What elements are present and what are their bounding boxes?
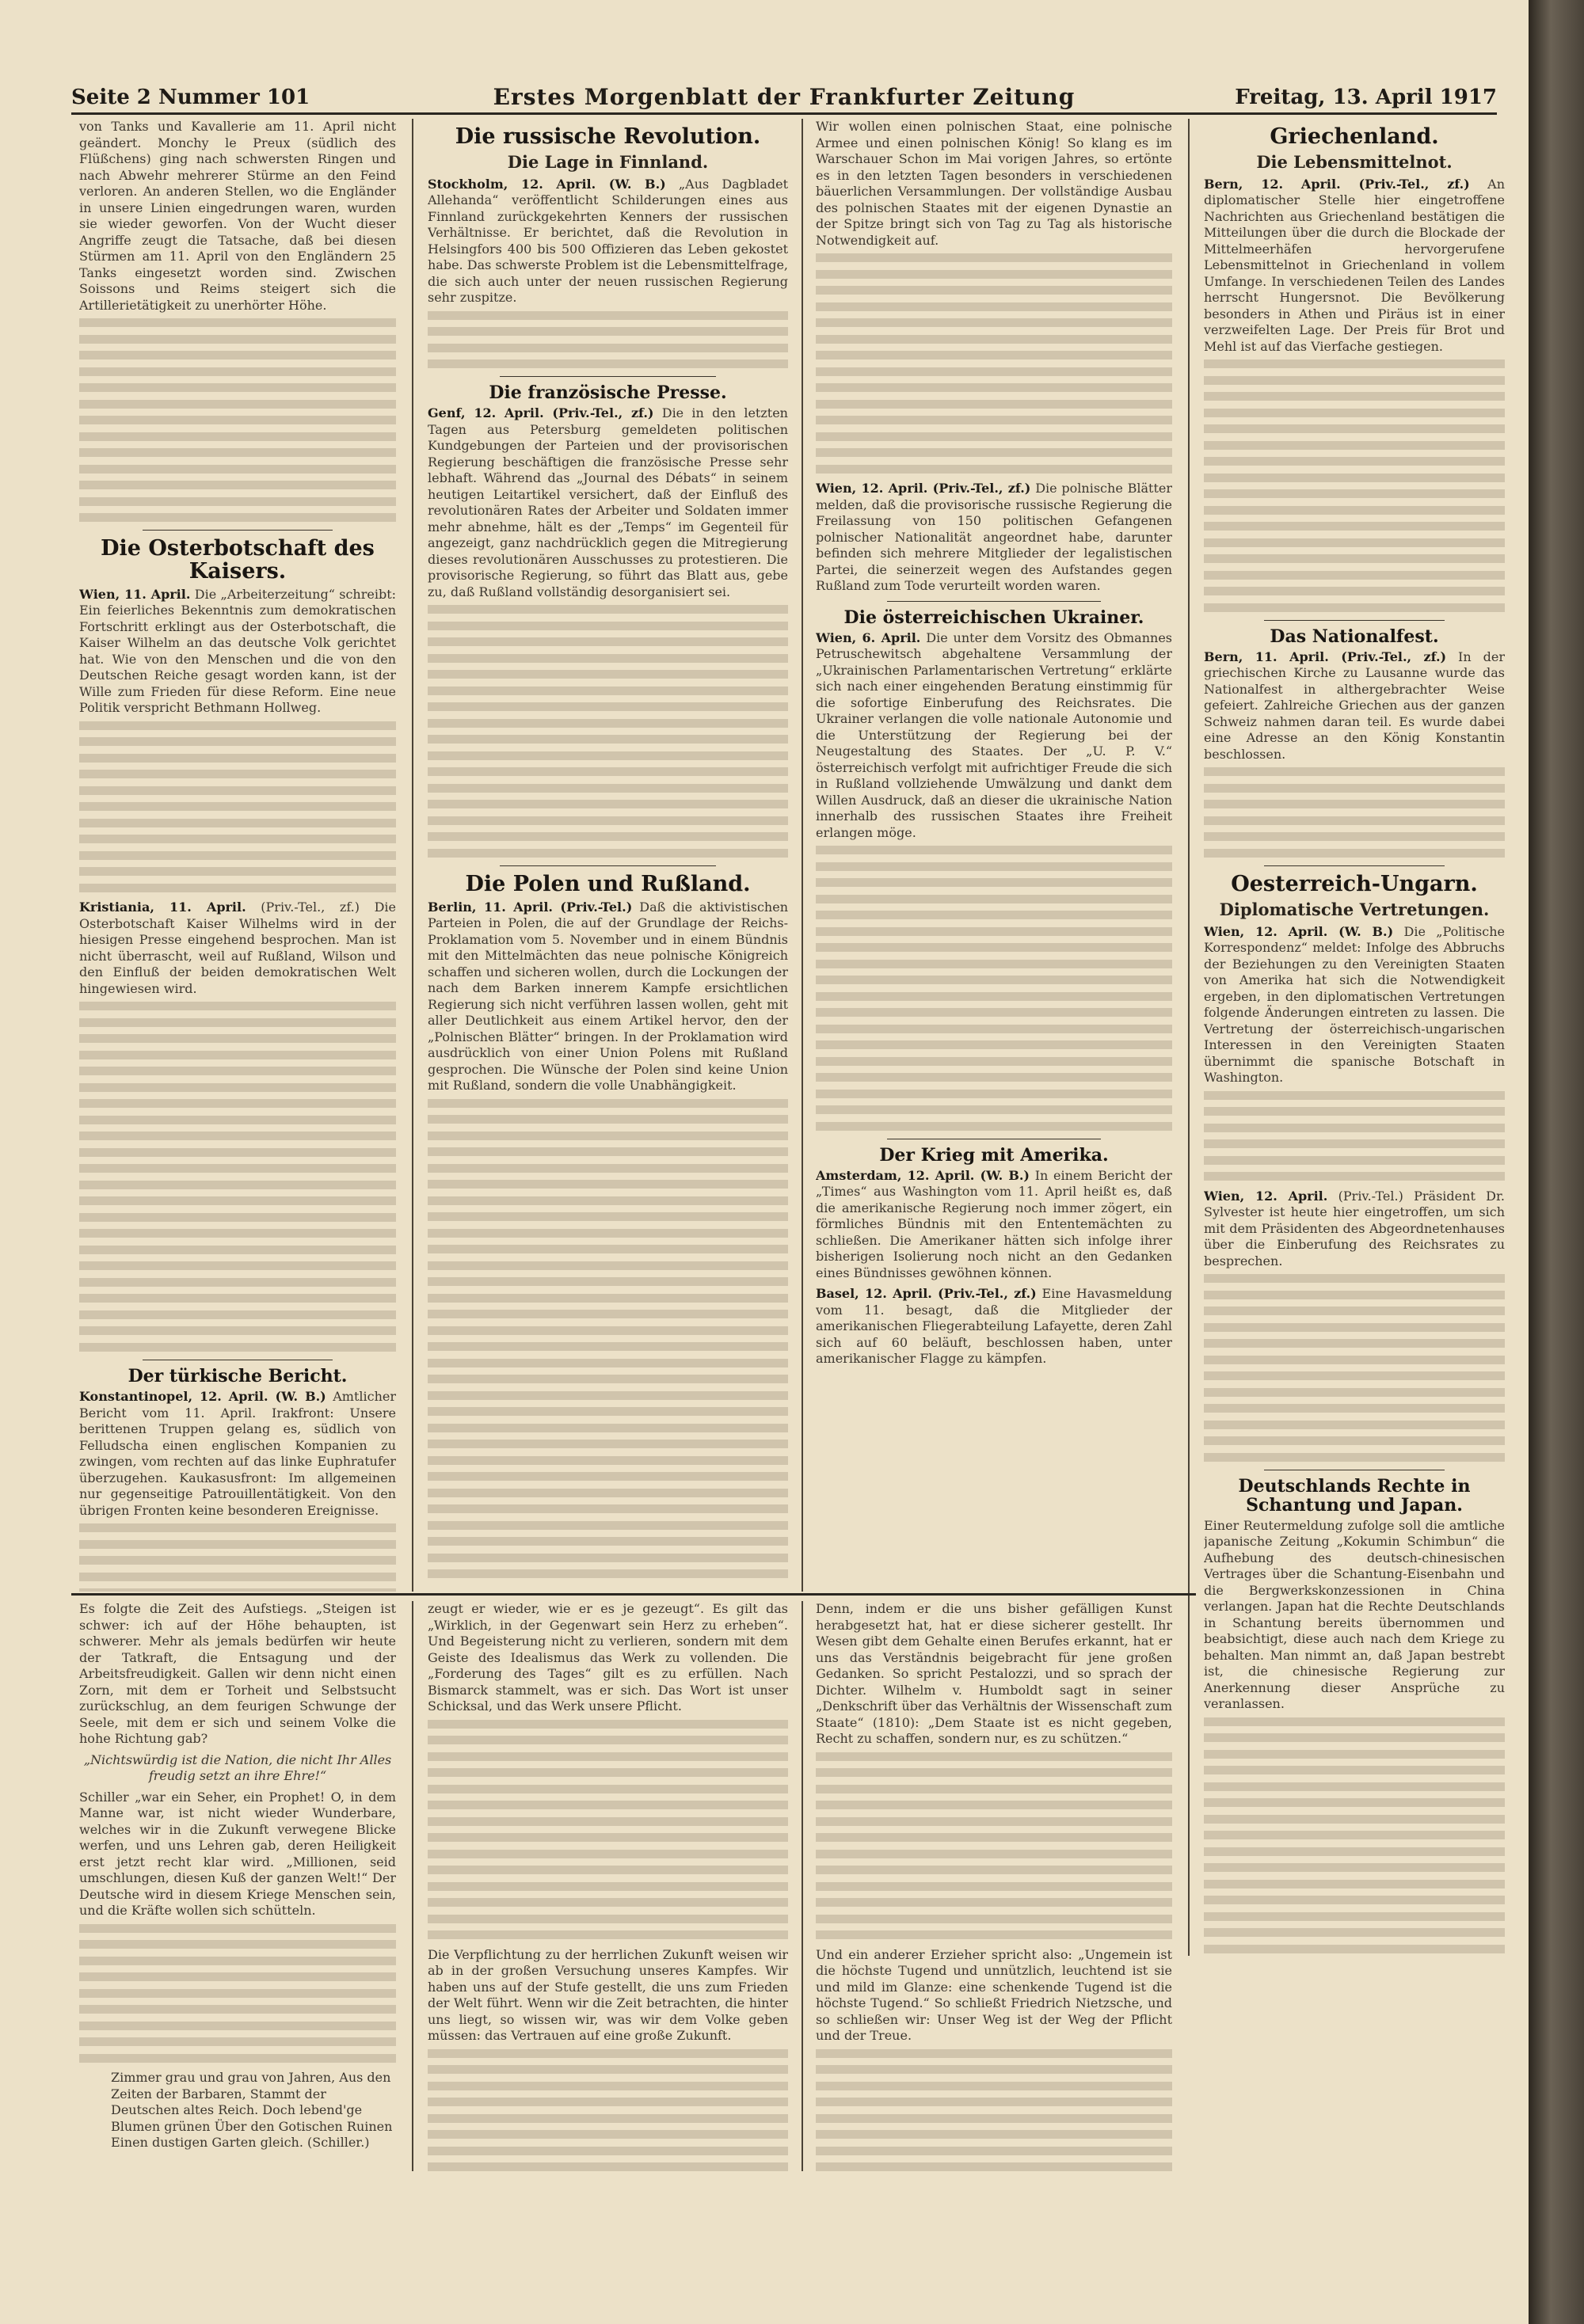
article-title: Deutschlands Rechte in Schantung und Japan. — [1238, 1475, 1471, 1516]
dateline: Berlin, 11. April. (Priv.-Tel.) — [428, 899, 633, 915]
dateline: Wien, 11. April. — [79, 586, 191, 602]
article-text — [1204, 1189, 1505, 1270]
dateline: Wien, 12. April. (Priv.-Tel., zf.) — [816, 481, 1031, 496]
dateline: Wien, 12. April. — [1204, 1188, 1328, 1204]
article-body: Amtlicher Bericht vom 11. April. Irakfront: Unsere berittenen Truppen gelang es, südlich von Felludscha einen englischen Kompanien zu zwingen, vom rechten auf das linke Euphratufer überzugehen. Kaukasusfront: Im allgemeinen nur gegenseitige Patrouillentätigkeit. Von den übrigen Fronten keine besonderen Ereignisse. — [79, 1389, 396, 1518]
article-body: An diplomatischer Stelle hier eingetroffene Nachrichten aus Griechenland bestätigen die Mitteilungen über die durch die Blockade der Mittelmeerhäfen hervorgerufene Lebensmittelnot in Griechenland in vollem Umfange. In verschiedenen Teilen des Landes herrscht Hungersnot. Die Bevölkerung besonders in Athen und Piräus ist in einer verzweifelten Lage. Der Preis für Brot und Mehl ist auf das Vierfache gestiegen. — [1204, 176, 1505, 354]
article-text — [79, 1389, 396, 1519]
feuilleton-text: Es folgte die Zeit des Aufstiegs. „Steigen ist schwer: ich auf der Höhe behaupten, ist schwerer. Mehr als jemals bedürfen wir heute der Tatkraft, die Entsagung und der Arbeitsfreudigkeit. Gallen wir denn nicht einen Zorn, mit dem er Torheit und Selbstsucht zurückschlug, an dem feurigen Schwunge der Seele, mit dem er sich und seinem Volke die hohe Richtung gab? — [79, 1601, 396, 1746]
column-rule — [802, 119, 803, 1592]
text-lines — [1204, 1091, 1505, 1181]
feuilleton-text: Die Verpflichtung zu der herrlichen Zukunft weisen wir ab in der großen Versuchung unseres Kampfes. Wir haben uns auf der Stufe gestellt, die uns zum Frieden der Welt führt. Wenn wir die Zeit betrachten, die hinter uns liegt, so wissen wir, was wir dem Volke geben müssen: das Vertrauen auf eine große Zukunft. — [428, 1946, 788, 2043]
article-oesterreich-ungarn — [1204, 873, 1505, 1462]
column-rule — [412, 1601, 413, 2171]
article-text — [816, 481, 1172, 595]
dateline: Wien, 6. April. — [816, 629, 921, 645]
text-lines — [79, 1002, 396, 1352]
article-subtitle: Die Lebensmittelnot. — [1256, 151, 1453, 172]
feuilleton-column-1 — [79, 1601, 396, 2171]
section-rule — [1264, 620, 1445, 621]
section-rule — [887, 601, 1101, 602]
article-title: Die Polen und Rußland. — [465, 871, 751, 896]
section-rule — [1264, 865, 1445, 866]
dateline: Wien, 12. April. (W. B.) — [1204, 923, 1394, 939]
article-text — [1204, 177, 1505, 356]
dateline: Basel, 12. April. (Priv.-Tel., zf.) — [816, 1286, 1037, 1302]
article-title: Der Krieg mit Amerika. — [879, 1144, 1109, 1166]
article-franzoesische-presse — [428, 383, 788, 858]
article-text: Einer Reutermeldung zufolge soll die amtliche japanische Zeitung „Kokumin Schimbun“ die Aufhebung des deutsch-chinesischen Vertrages über die Schantung-Eisenbahn und die Bergwerkskonzessionen in China verlangen. Japan hat die Rechte Deutschlands in Schantung bereits übernommen und beabsichtigt, diese auch nach dem Kriege zu behalten. Man nimmt an, daß Japan bestrebt ist, die chinesische Regierung zur Anerkennung dieser Ansprüche zu veranlassen. — [1204, 1517, 1505, 1712]
article-title: Die Osterbotschaft des Kaisers. — [101, 535, 375, 584]
article-title: Oesterreich-Ungarn. — [1231, 871, 1478, 896]
book-binding-edge — [1529, 0, 1584, 2324]
feuilleton-poem: Zimmer grau und grau von Jahren, Aus den Zeiten der Barbaren, Stammt der Deutschen altes Reich. Doch lebend'ge Blumen grünen Über den Gotischen Ruinen Einen dustigen Garten gleich. (Schiller.) — [111, 2070, 393, 2150]
article-body: Die unter dem Vorsitz des Obmannes Petruschewitsch abgehaltene Versammlung der „Ukrainischen Parlamentarischen Vertretung“ erklärte sich nach einer eingehenden Beratung einstimmig für die sofortige Einberufung des Reichsrates. Die Ukrainer verlangen die volle nationale Autonomie und die Unterstützung der Regierung bei der Neugestaltung des Staates. Der „U. P. V.“ österreichisch verfolgt mit aufrichtiger Freude die sich in Rußland vollziehende Umwälzung und dankt dem Willen Ausdruck, daß an dieser die ukrainische Nation innerhalb des russischen Staates ihre Freiheit erlangen möge. — [816, 629, 1172, 840]
text-lines — [816, 253, 1172, 474]
article-body: In einem Bericht der „Times“ aus Washington vom 11. April heißt es, daß die amerikanische Regierung noch immer zögert, ein förmliches Bündnis mit den Ententemächten zu schließen. Die Amerikaner hätten sich infolge ihrer bisherigen Isolierung noch nicht an den Gedanken eines Bündnisses gewöhnen können. — [816, 1167, 1172, 1280]
article-text — [428, 900, 788, 1094]
text-lines — [428, 605, 788, 858]
feuilleton-text: Schiller „war ein Seher, ein Prophet! O, in dem Manne war, ist nicht wieder Wunderbare, welches wir in die Zukunft verwegene Blicke werfen, und uns Lehren gab, deren Heiligkeit erst jetzt recht klar wird. „Millionen, seid umschlungen, diesen Kuß der ganzen Welt!“ Der Deutsche wird in diesem Kriege Menschen sein, und die Kräfte wollen sich schütteln. — [79, 1789, 396, 1918]
column-rule — [1188, 119, 1190, 1956]
article-body: „Aus Dagbladet Allehanda“ veröffentlicht Schilderungen eines aus Finnland zurückgekehrten Kenners der russischen Verhältnisse. Er berichtet, daß die Revolution in Helsingfors 400 bis 500 Offizieren das Leben gekostet habe. Das schwerste Problem ist die Lebensmittelfrage, die sich auch unter der neuen russischen Regierung sehr zuspitze. — [428, 176, 788, 306]
dateline: Amsterdam, 12. April. (W. B.) — [816, 1167, 1030, 1183]
article-body: Die in den letzten Tagen aus Petersburg gemeldeten politischen Kundgebungen der Parteien und der provisorischen Regierung beschäftigen die französische Presse sehr lebhaft. Während das „Journal des Débats“ in seinem heutigen Leitartikel versichert, daß der Einfluß des revolutionären Rates der Arbeiter und Soldaten immer mehr abnehme, hält es der „Temps“ im Gegenteil für angezeigt, ganz nachdrücklich gegen die Mitregierung dieses revolutionären Ausschusses zu protestieren. Die provisorische Regierung, so führt das Blatt aus, gebe zu, daß Rußland vollständig desorganisiert sei. — [428, 405, 788, 599]
article-text — [1204, 924, 1505, 1086]
article-body: Die „Politische Korrespondenz“ meldet: Infolge des Abbruchs der Beziehungen zu den Vereinigten Staaten von Amerika hat sich die Notwendigkeit ergeben, in den diplomatischen Vertretungen folgende Änderungen eintreten zu lassen. Die Vertretung der österreichisch-ungarischen Interessen in den Vereinigten Staaten übernimmt die spanische Botschaft in Washington. — [1204, 923, 1505, 1086]
section-rule — [500, 865, 716, 866]
article-subtitle: Die Lage in Finnland. — [507, 151, 709, 172]
text-lines — [1204, 767, 1505, 858]
article-title: Die russische Revolution. — [455, 124, 761, 149]
article-ukrainer — [816, 608, 1172, 1131]
article-text — [816, 1286, 1172, 1367]
article-title: Der türkische Bericht. — [128, 1365, 348, 1386]
feuilleton-quote: „Nichtswürdig ist die Nation, die nicht Ihr Alles freudig setzt an ihre Ehre!“ — [83, 1752, 392, 1783]
article-text — [428, 405, 788, 600]
issue-date: Freitag, 13. April 1917 — [1235, 86, 1497, 109]
article-body: (Priv.-Tel.) Präsident Dr. Sylvester ist heute hier eingetroffen, um sich mit dem Präsidenten des Abgeordnetenhauses über die Einberufung des Reichsrates zu besprechen. — [1204, 1188, 1505, 1269]
text-lines — [428, 1099, 788, 1579]
feuilleton-rule — [71, 1593, 1196, 1596]
section-rule — [143, 530, 333, 531]
article-body: Eine Havasmeldung vom 11. besagt, daß die Mitglieder der amerikanischen Fliegerabteilung Lafayette, deren Zahl sich auf 60 beläuft, beschlossen haben, unter amerikanischer Flagge zu kämpfen. — [816, 1286, 1172, 1367]
column-1 — [79, 119, 396, 1592]
text-lines — [1204, 359, 1505, 612]
text-lines — [79, 1924, 396, 2063]
masthead: Erstes Morgenblatt der Frankfurter Zeitung — [493, 84, 1076, 110]
column-rule — [412, 119, 413, 1592]
dateline: Konstantinopel, 12. April. (W. B.) — [79, 1389, 326, 1405]
column-2 — [428, 119, 788, 1592]
article-text — [1204, 649, 1505, 763]
feuilleton-column-3 — [816, 1601, 1172, 2171]
dateline: Stockholm, 12. April. (W. B.) — [428, 176, 666, 192]
article-schantung-japan — [1204, 1477, 1505, 1956]
text-lines — [816, 1752, 1172, 1940]
article-text — [816, 630, 1172, 842]
article-text — [79, 900, 396, 997]
column-3 — [816, 119, 1172, 1592]
feuilleton-text: Und ein anderer Erzieher spricht also: „Ungemein ist die höchste Tugend und unnützlich, leuchtend ist sie und mild im Glanze: eine schenkende Tugend ist die höchste Tugend.“ So schließt Friedrich Nietzsche, und so schließen wir: Unser Weg ist der Weg der Pflicht und der Treue. — [816, 1946, 1172, 2043]
column-4 — [1204, 119, 1505, 1956]
article-body: Die polnische Blätter melden, daß die provisorische russische Regierung die Freilassung von 150 politischen Gefangenen polnischer Nationalität angeordnet habe, darunter befinden sich mehrere Mitglieder der legalistischen Partei, die seinerzeit wegen des Aufstandes gegen Rußland zum Tode verurteilt worden waren. — [816, 481, 1172, 593]
text-lines — [79, 721, 396, 892]
feuilleton-text: Denn, indem er die uns bisher gefälligen Kunst herabgesetzt hat, hat er diese sicherer gestellt. Ihr Wesen gibt dem Gehalte einen Berufes erkannt, hat er uns das Verständnis beigebracht für jene großen Gedanken. So spricht Pestalozzi, und so sprach der Dichter. Wilhelm v. Humboldt sagt in seiner „Denkschrift über das Verhältnis der Wissenschaft zum Staate“ (1810): „Dem Staate ist es nicht gegeben, Recht zu schaffen, sondern nur, es zu schützen.“ — [816, 1601, 1172, 1746]
article-subtitle: Diplomatische Vertretungen. — [1219, 899, 1490, 919]
text-lines — [816, 846, 1172, 1131]
article-russische-revolution — [428, 125, 788, 368]
article-griechenland — [1204, 125, 1505, 612]
article-title: Die österreichischen Ukrainer. — [843, 607, 1144, 628]
dateline: Bern, 12. April. (Priv.-Tel., zf.) — [1204, 176, 1470, 192]
text-lines — [79, 318, 396, 522]
column-rule — [802, 1601, 803, 2171]
page-header — [71, 82, 1497, 111]
article-osterbotschaft — [79, 537, 396, 1352]
article-text: von Tanks und Kavallerie am 11. April nicht geändert. Monchy le Preux (südlich des Flüßchens) ging nach schwersten Ringen und nach Abwehr mehrerer Stürme an den Feind verloren. An anderen Stellen, wo die Engländer in unsere Linien eingedrungen waren, wurden sie wieder geworfen. Von der Wucht dieser Angriffe zeugt die Tatsache, daß bei diesen Stürmen am 11. April von den Engländern 25 Tanks eingesetzt worden sind. Zwischen Soissons und Reims steigert sich die Artillerietätigkeit zu unerhörter Höhe. — [79, 119, 396, 313]
article-title: Das Nationalfest. — [1270, 626, 1439, 647]
article-polen-russland — [428, 873, 788, 1578]
feuilleton-column-2 — [428, 1601, 788, 2171]
article-body: In der griechischen Kirche zu Lausanne wurde das Nationalfest in althergebrachter Weise gefeiert. Zahlreiche Griechen aus der ganzen Schweiz nahmen daran teil. Es wurde dabei eine Adresse an den König Konstantin beschlossen. — [1204, 649, 1505, 762]
dateline: Kristiania, 11. April. — [79, 900, 246, 915]
article-tuerkischer-bericht — [79, 1367, 396, 1592]
feuilleton-text: zeugt er wieder, wie er es je gezeugt“. Es gilt das „Wirklich, in der Gegenwart sein Herz zu erheben“. Und Begeisterung nicht zu verlieren, sondern mit dem Geiste des Idealismus das Werk zu vollenden. Die „Forderung des Tages“ gilt es zu erfüllen. Nach Bismarck stammelt, was er sich. Das Wort ist unser Schicksal, und das Werk unsere Pflicht. — [428, 1601, 788, 1714]
article-title: Griechenland. — [1270, 124, 1439, 149]
text-lines — [428, 1720, 788, 1940]
article-title: Die französische Presse. — [489, 382, 727, 404]
article-text — [816, 1168, 1172, 1282]
section-rule — [500, 376, 716, 377]
text-lines — [1204, 1274, 1505, 1462]
article-text: Wir wollen einen polnischen Staat, eine polnische Armee und einen polnischen König! So klang es im Warschauer Schon im Mai vorigen Jahres, so ertönte es in den letzten Tagen besonders in verschiedenen bäuerlichen Versammlungen. Der vollständige Ausbau des polnischen Staates mit der eigenen Dynastie an der Spitze bringt sich von Tag zu Tag als historische Notwendigkeit auf. — [816, 119, 1172, 248]
article-body: Die „Arbeiterzeitung“ schreibt: Ein feierliches Bekenntnis zum demokratischen Fortschritt erklingt aus der Osterbotschaft, die Kaiser Wilhelm an das deutsche Volk gerichtet hat. Wie von den Menschen und die von den Deutschen Reiche gesagt worden kann, ist der Wille zum Frieden für diese Reform. Eine neue Politik verspricht Bethmann Hollweg. — [79, 586, 396, 716]
article-body: (Priv.-Tel., zf.) Die Osterbotschaft Kaiser Wilhelms wird in der hiesigen Presse eingehend besprochen. Man ist nicht überrascht, weil auf Rußland, Wilson und den Einfluß der beiden demokratischen Welt hingewiesen wird. — [79, 900, 396, 996]
dateline: Bern, 11. April. (Priv.-Tel., zf.) — [1204, 649, 1447, 664]
article-krieg-amerika — [816, 1146, 1172, 1367]
text-lines — [816, 2049, 1172, 2172]
text-lines — [428, 311, 788, 369]
text-lines — [428, 2049, 788, 2172]
page-number: Seite 2 Nummer 101 — [71, 86, 310, 109]
article-text — [428, 177, 788, 306]
text-lines — [1204, 1717, 1505, 1956]
article-nationalfest — [1204, 627, 1505, 858]
article-text — [79, 587, 396, 717]
dateline: Genf, 12. April. (Priv.-Tel., zf.) — [428, 405, 654, 421]
header-rule — [71, 112, 1497, 115]
article-body: Daß die aktivistischen Parteien in Polen, die auf der Grundlage der Reichs-Proklamation vom 5. November und in einem Bündnis mit den Mittelmächten das neue polnische Königreich schaffen und sicheren wollen, durch die Lockungen der nach dem Barken innerem Kampfe ersichtlichen Regierung sich nicht verführen lassen wollen, geht mit aller Deutlichkeit aus einem Artikel hervor, den der „Polnischen Blätter“ bringen. In der Proklamation wird ausdrücklich von einer Union Polens mit Rußland gesprochen. Die Wünsche der Polen sind keine Union mit Rußland, sondern die volle Unabhängigkeit. — [428, 899, 788, 1094]
text-lines — [79, 1523, 396, 1592]
